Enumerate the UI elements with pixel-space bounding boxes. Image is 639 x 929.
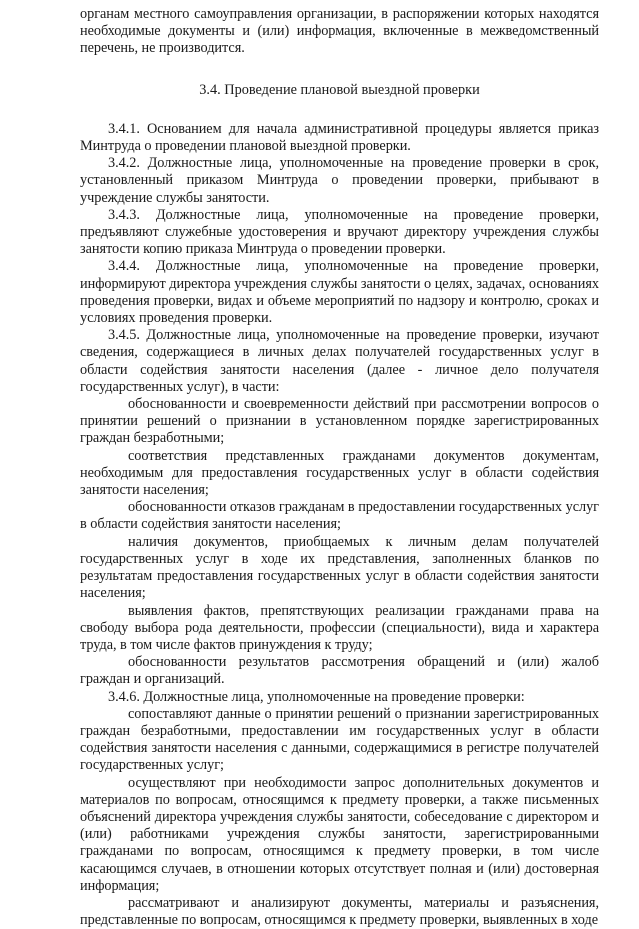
list-item-345-6: обоснованности результатов рассмотрения обращений и (или) жалоб граждан и организаций. [80, 654, 599, 688]
list-item-345-1: обоснованности и своевременности действий при рассмотрении вопросов о принятии решений о признании в установленном порядке зарегистрированных граждан безработными; [80, 396, 599, 447]
paragraph-3-4-3: 3.4.3. Должностные лица, уполномоченные на проведение проверки, предъявляют служебные удостоверения и вручают директору учреждения службы занятости копию приказа Минтруда о проведении проверки. [80, 206, 599, 258]
section-heading: 3.4. Проведение плановой выездной проверки [199, 81, 480, 98]
list-item-346-1: сопоставляют данные о принятии решений о признании зарегистрированных граждан безработными, предоставлении им государственных услуг в области содействия занятости населения с данными, содержащимися в регистре получателей государственных услуг; [80, 705, 599, 774]
paragraph-3-4-5: 3.4.5. Должностные лица, уполномоченные на проведение проверки, изучают сведения, содержащиеся в личных делах получателей государственных услуг в области содействия занятости населения (далее - личное дело получателя государственных услуг), в части: [80, 327, 599, 395]
paragraph-3-4-1: 3.4.1. Основанием для начала административной процедуры является приказ Минтруда о проведении плановой выездной проверки. [80, 120, 599, 155]
list-item-345-3: обоснованности отказов гражданам в предоставлении государственных услуг в области содействия занятости населения; [80, 499, 599, 533]
list-item-345-5: выявления фактов, препятствующих реализации гражданами права на свободу выбора рода деятельности, профессии (специальности), вида и характера труда, в том числе фактов принуждения к труду; [80, 602, 599, 653]
list-item-346-2: осуществляют при необходимости запрос дополнительных документов и материалов по вопросам, относящимся к предмету проверки, а также письменных объяснений директора учреждения службы занятости, собеседование с директором и (или) работниками учреждения службы занятости, зарегистрированными гражданами по вопросам, относящимся к предмету проверки, в том числе касающимся случаев, в отношении которых отсутствует полная и (или) достоверная информация; [80, 774, 599, 894]
list-item-345-2: соответствия представленных гражданами документов документам, необходимым для предоставления государственных услуг в области содействия занятости населения; [80, 447, 599, 499]
paragraph-3-4-2: 3.4.2. Должностные лица, уполномоченные на проведение проверки в срок, установленный приказом Минтруда о проведении проверки, прибывают в учреждение службы занятости. [80, 155, 599, 206]
paragraph-3-4-4: 3.4.4. Должностные лица, уполномоченные на проведение проверки, информируют директора учреждения службы занятости о целях, задачах, основаниях проведения проверки, видах и объеме мероприятий по надзору и контролю, сроках и условиях проведения проверки. [80, 258, 599, 327]
list-item-345-4: наличия документов, приобщаемых к личным делам получателей государственных услуг в ходе их представления, заполненных бланков по результатам предоставления государственных услуг в области содействия занятости населения; [80, 533, 599, 602]
paragraph-3-4-6: 3.4.6. Должностные лица, уполномоченные на проведение проверки: [108, 688, 525, 705]
list-item-346-3: рассматривают и анализируют документы, материалы и разъяснения, представленные по вопросам, относящимся к предмету проверки, выявленных в ходе [80, 894, 599, 929]
intro-paragraph: органам местного самоуправления организации, в распоряжении которых находятся необходимые документы и (или) информация, включенные в межведомственный перечень, не производится. [80, 6, 599, 57]
